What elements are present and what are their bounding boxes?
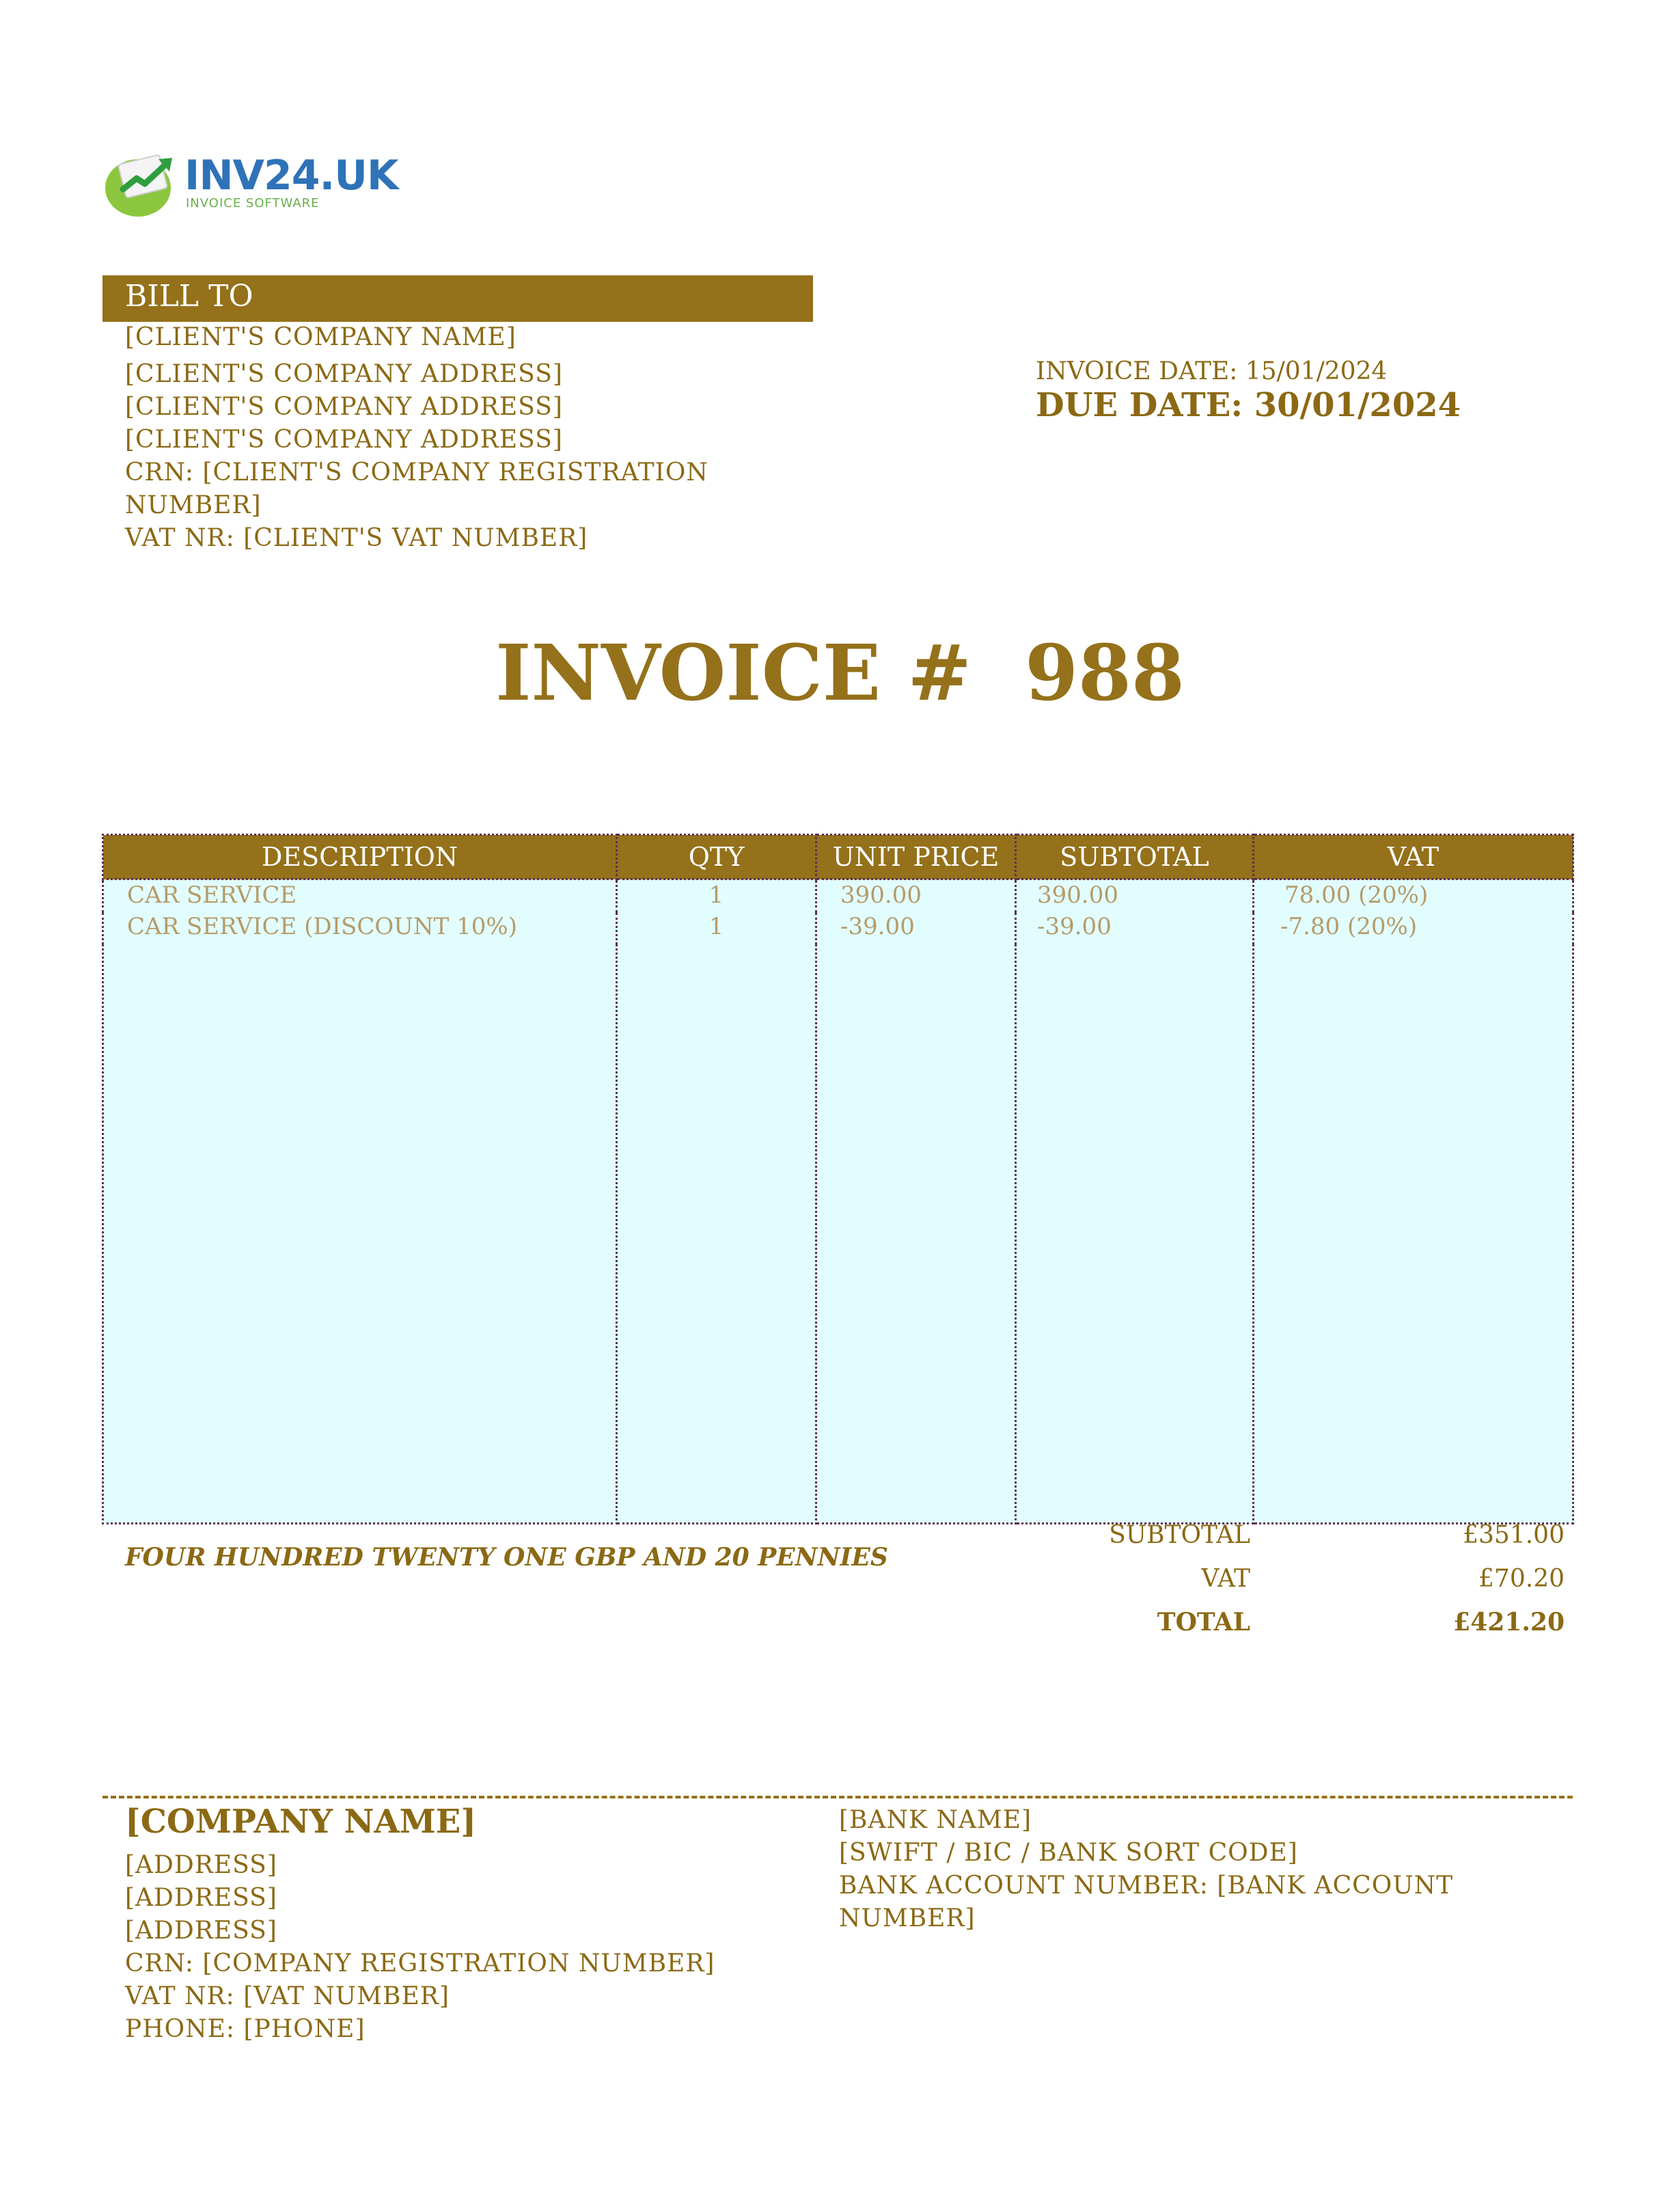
table-row [103, 913, 1573, 944]
logo-tagline: INVOICE SOFTWARE [186, 196, 320, 210]
footer-divider [102, 1796, 1573, 1798]
bill-to-line: CRN: [CLIENT'S COMPANY REGISTRATION [125, 459, 708, 487]
column-header-description: DESCRIPTION [103, 835, 617, 879]
cell-qty: 1 [617, 879, 816, 914]
invoice-title: INVOICE # 988 [495, 629, 1185, 718]
invoice-date: INVOICE DATE: 15/01/2024 [1036, 357, 1388, 385]
cell-qty: 1 [617, 913, 816, 944]
cell-unit-price: 390.00 [816, 879, 1016, 914]
cell-description: CAR SERVICE [103, 879, 617, 914]
bill-to-line: [CLIENT'S COMPANY ADDRESS] [125, 393, 563, 421]
cell-description: CAR SERVICE (DISCOUNT 10%) [103, 913, 617, 944]
logo-brand: INV24.UK [184, 152, 398, 200]
table-filler-row [103, 944, 1573, 1524]
total-label: TOTAL [1157, 1608, 1250, 1637]
bank-line: [SWIFT / BIC / BANK SORT CODE] [839, 1839, 1298, 1867]
items-table [102, 834, 1574, 1524]
cell-unit-price: -39.00 [816, 913, 1016, 944]
bank-line: NUMBER] [839, 1904, 976, 1932]
logo-mark [102, 147, 184, 222]
total-value: £421.20 [1453, 1608, 1565, 1637]
column-header-subtotal: SUBTOTAL [1016, 835, 1254, 879]
column-header-vat: VAT [1254, 835, 1573, 879]
company-line: [ADDRESS] [125, 1884, 277, 1912]
bill-to-title: BILL TO [125, 279, 253, 314]
bill-to-line: NUMBER] [125, 491, 262, 519]
company-line: PHONE: [PHONE] [125, 2015, 366, 2043]
company-line: [ADDRESS] [125, 1917, 277, 1945]
company-name: [COMPANY NAME] [125, 1803, 477, 1841]
company-line: VAT NR: [VAT NUMBER] [125, 1982, 450, 2010]
table-header-row [103, 835, 1573, 879]
cell-vat: 78.00 (20%) [1254, 879, 1573, 914]
vat-label: VAT [1201, 1565, 1250, 1593]
bill-to-line: [CLIENT'S COMPANY ADDRESS] [125, 426, 563, 454]
bill-to-line: [CLIENT'S COMPANY ADDRESS] [125, 360, 563, 388]
due-date: DUE DATE: 30/01/2024 [1036, 386, 1461, 424]
bill-to-line: [CLIENT'S COMPANY NAME] [125, 323, 517, 351]
vat-value: £70.20 [1478, 1565, 1565, 1593]
amount-in-words: FOUR HUNDRED TWENTY ONE GBP AND 20 PENNIES [125, 1543, 888, 1572]
column-header-qty: QTY [617, 835, 816, 879]
table-row [103, 879, 1573, 914]
bill-to-line: VAT NR: [CLIENT'S VAT NUMBER] [125, 524, 588, 552]
company-line: [ADDRESS] [125, 1851, 277, 1879]
cell-subtotal: -39.00 [1016, 913, 1254, 944]
cell-vat: -7.80 (20%) [1254, 913, 1573, 944]
bank-line: BANK ACCOUNT NUMBER: [BANK ACCOUNT [839, 1872, 1454, 1900]
subtotal-label: SUBTOTAL [1109, 1521, 1250, 1549]
bank-line: [BANK NAME] [839, 1806, 1032, 1834]
cell-subtotal: 390.00 [1016, 879, 1254, 914]
company-line: CRN: [COMPANY REGISTRATION NUMBER] [125, 1949, 715, 1978]
subtotal-value: £351.00 [1463, 1521, 1565, 1549]
column-header-unit-price: UNIT PRICE [816, 835, 1016, 879]
